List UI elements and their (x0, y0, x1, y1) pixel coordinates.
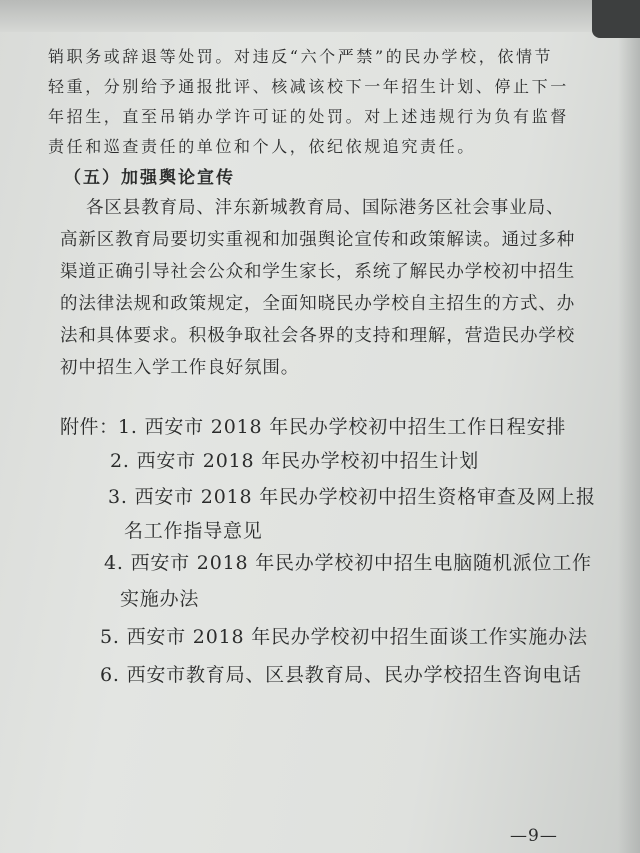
attachment-item: 3. 西安市 2018 年民办学校初中招生资格审查及网上报 (108, 486, 596, 508)
attachment-item: 1. 西安市 2018 年民办学校初中招生工作日程安排 (118, 416, 567, 438)
page-top-edge (0, 0, 640, 32)
attachment-item-continuation: 名工作指导意见 (124, 520, 263, 542)
paragraph-line: 轻重，分别给予通报批评、核减该校下一年招生计划、停止下一 (48, 77, 569, 96)
attachment-item: 2. 西安市 2018 年民办学校初中招生计划 (110, 450, 480, 472)
attachment-item-continuation: 实施办法 (120, 588, 200, 610)
page-number: —9— (510, 826, 558, 846)
attachment-item: 6. 西安市教育局、区县教育局、民办学校招生咨询电话 (100, 664, 582, 686)
attachment-item: 4. 西安市 2018 年民办学校初中招生电脑随机派位工作 (104, 552, 592, 574)
paragraph-line: 各区县教育局、沣东新城教育局、国际港务区社会事业局、 (86, 198, 565, 218)
page-right-shadow (618, 38, 640, 853)
attachment-item: 5. 西安市 2018 年民办学校初中招生面谈工作实施办法 (100, 626, 588, 648)
section-heading: （五）加强舆论宣传 (64, 168, 235, 188)
paragraph-line: 责任和巡查责任的单位和个人，依纪依规追究责任。 (48, 137, 476, 156)
paragraph-line: 销职务或辞退等处罚。对违反“六个严禁”的民办学校，依情节 (48, 47, 554, 66)
paragraph-line: 初中招生入学工作良好氛围。 (60, 358, 300, 378)
paragraph-line: 的法律法规和政策规定，全面知晓民办学校自主招生的方式、办 (60, 294, 576, 314)
background-corner (592, 0, 640, 38)
paragraph-line: 年招生，直至吊销办学许可证的处罚。对上述违规行为负有监督 (48, 107, 569, 126)
paragraph-line: 法和具体要求。积极争取社会各界的支持和理解，营造民办学校 (60, 326, 576, 346)
attachments-label: 附件： (60, 416, 119, 438)
paragraph-line: 渠道正确引导社会公众和学生家长，系统了解民办学校初中招生 (60, 262, 576, 282)
paragraph-line: 高新区教育局要切实重视和加强舆论宣传和政策解读。通过多种 (60, 230, 576, 250)
